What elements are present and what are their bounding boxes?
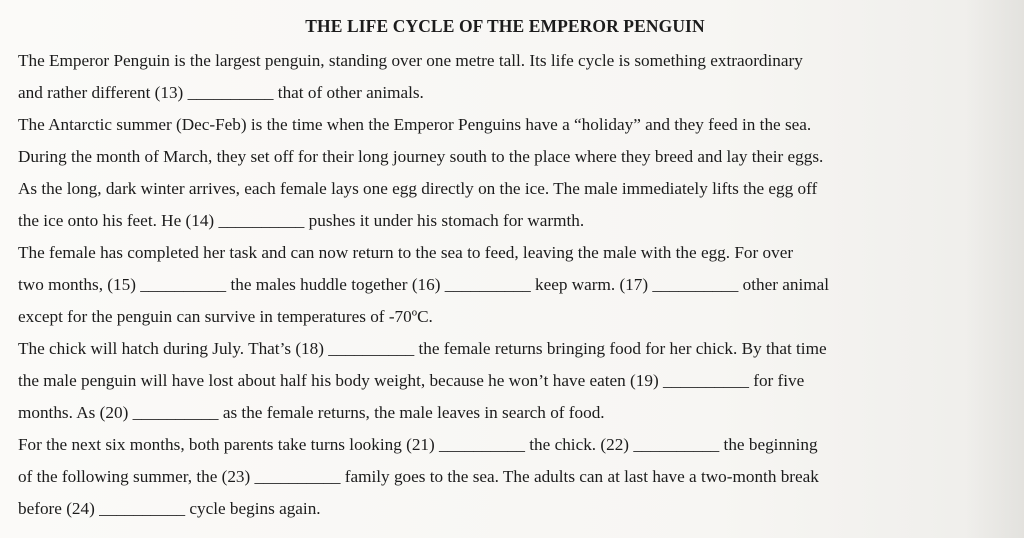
text-line-8: two months, (15) __________ the males huddle together (16) __________ keep warm. (17) __________ other animal (18, 275, 830, 294)
text-line-5: As the long, dark winter arrives, each female lays one egg directly on the ice. The male immediately lifts the egg off (18, 179, 818, 198)
text-line-6: the ice onto his feet. He (14) __________ pushes it under his stomach for warmth. (18, 211, 585, 230)
text-line-15: before (24) __________ cycle begins again. (18, 499, 321, 518)
text-line-2: and rather different (13) __________ that of other animals. (18, 83, 424, 102)
text-line-1: The Emperor Penguin is the largest penguin, standing over one metre tall. Its life cycle is something extraordinary (18, 51, 803, 70)
text-line-12: months. As (20) __________ as the female returns, the male leaves in search of food. (18, 403, 605, 422)
document-body (18, 45, 978, 525)
document-title: THE LIFE CYCLE OF THE EMPEROR PENGUIN (305, 16, 705, 36)
text-line-13: For the next six months, both parents take turns looking (21) __________ the chick. (22) __________ the beginning (18, 435, 818, 454)
text-line-7: The female has completed her task and can now return to the sea to feed, leaving the male with the egg. For over (18, 243, 794, 262)
text-line-3: The Antarctic summer (Dec-Feb) is the time when the Emperor Penguins have a “holiday” and they feed in the sea. (18, 115, 812, 134)
text-line-4: During the month of March, they set off for their long journey south to the place where they breed and lay their eggs. (18, 147, 824, 166)
text-line-9: except for the penguin can survive in temperatures of -70ºC. (18, 307, 433, 326)
text-line-14: of the following summer, the (23) __________ family goes to the sea. The adults can at last have a two-month break (18, 467, 819, 486)
text-line-10: The chick will hatch during July. That’s (18) __________ the female returns bringing food for her chick. By that time (18, 339, 827, 358)
text-line-11: the male penguin will have lost about half his body weight, because he won’t have eaten (19) __________ for five (18, 371, 805, 390)
